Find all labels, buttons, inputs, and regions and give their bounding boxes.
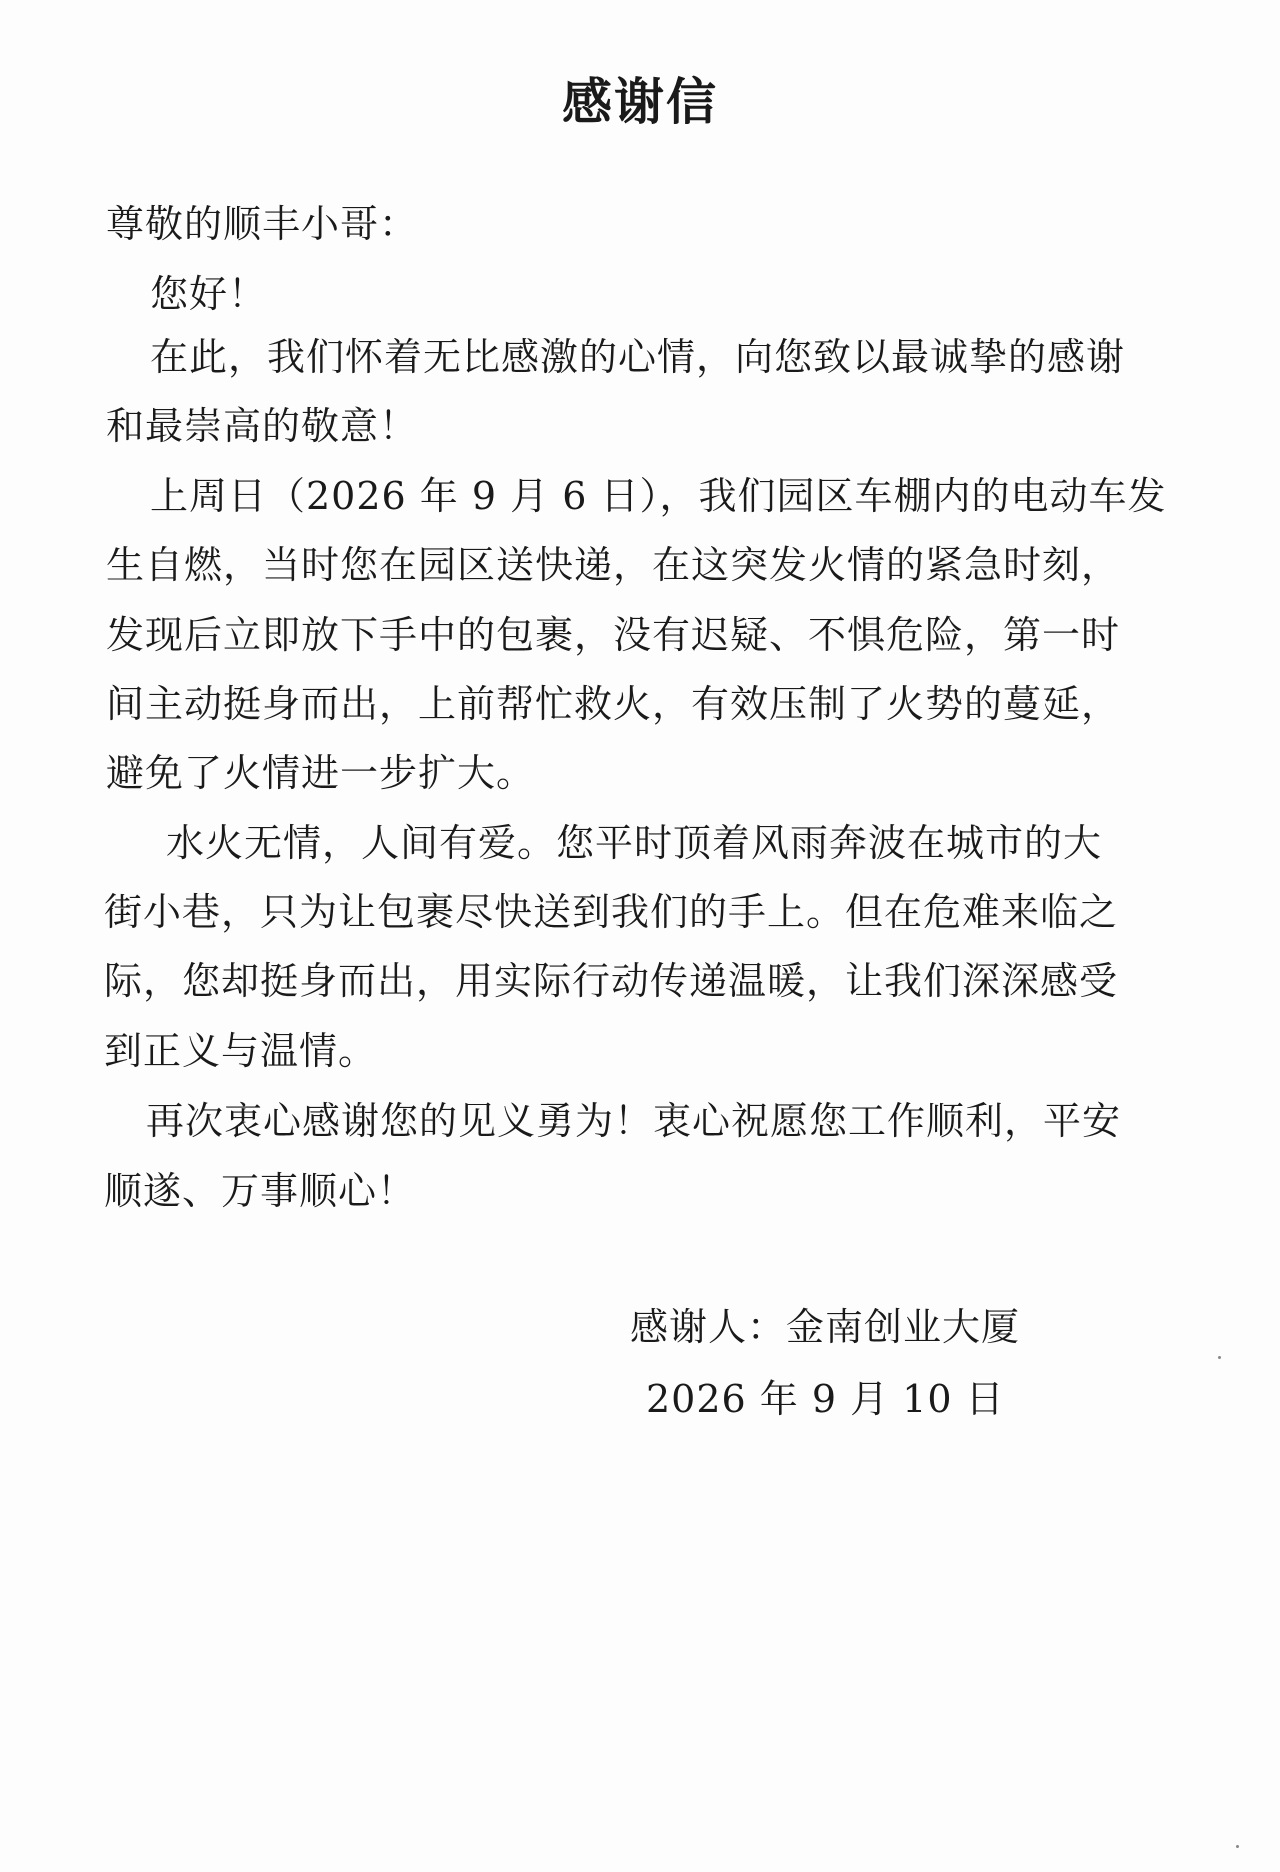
body-line: 街小巷，只为让包裹尽快送到我们的手上。但在危难来临之 xyxy=(104,890,1119,934)
body-line: 间主动挺身而出，上前帮忙救火，有效压制了火势的蔓延， xyxy=(106,682,1121,726)
body-line: 顺遂、万事顺心！ xyxy=(104,1169,417,1213)
body-line: 到正义与温情。 xyxy=(104,1029,378,1073)
signature-date: 2026 年 9 月 10 日 xyxy=(646,1377,1005,1421)
greeting: 您好！ xyxy=(150,272,268,316)
letter-title: 感谢信 xyxy=(562,73,718,131)
signature: 感谢人：金南创业大厦 xyxy=(630,1305,1021,1349)
body-line: 在此，我们怀着无比感激的心情，向您致以最诚挚的感谢 xyxy=(150,335,1126,379)
body-line: 上周日（2026 年 9 月 6 日），我们园区车棚内的电动车发 xyxy=(150,474,1167,518)
body-line: 发现后立即放下手中的包裹，没有迟疑、不惧危险，第一时 xyxy=(106,613,1121,657)
body-line: 再次衷心感谢您的见义勇为！衷心祝愿您工作顺利，平安 xyxy=(146,1099,1122,1143)
body-line: 和最崇高的敬意！ xyxy=(106,404,419,448)
scan-speck xyxy=(1218,1356,1221,1359)
body-line: 生自燃，当时您在园区送快递，在这突发火情的紧急时刻， xyxy=(106,543,1121,587)
scan-speck xyxy=(1236,1845,1239,1848)
body-line: 避免了火情进一步扩大。 xyxy=(106,751,536,795)
salutation: 尊敬的顺丰小哥： xyxy=(106,202,419,246)
body-line: 水火无情，人间有爱。您平时顶着风雨奔波在城市的大 xyxy=(166,821,1103,865)
body-line: 际，您却挺身而出，用实际行动传递温暖，让我们深深感受 xyxy=(104,959,1119,1003)
